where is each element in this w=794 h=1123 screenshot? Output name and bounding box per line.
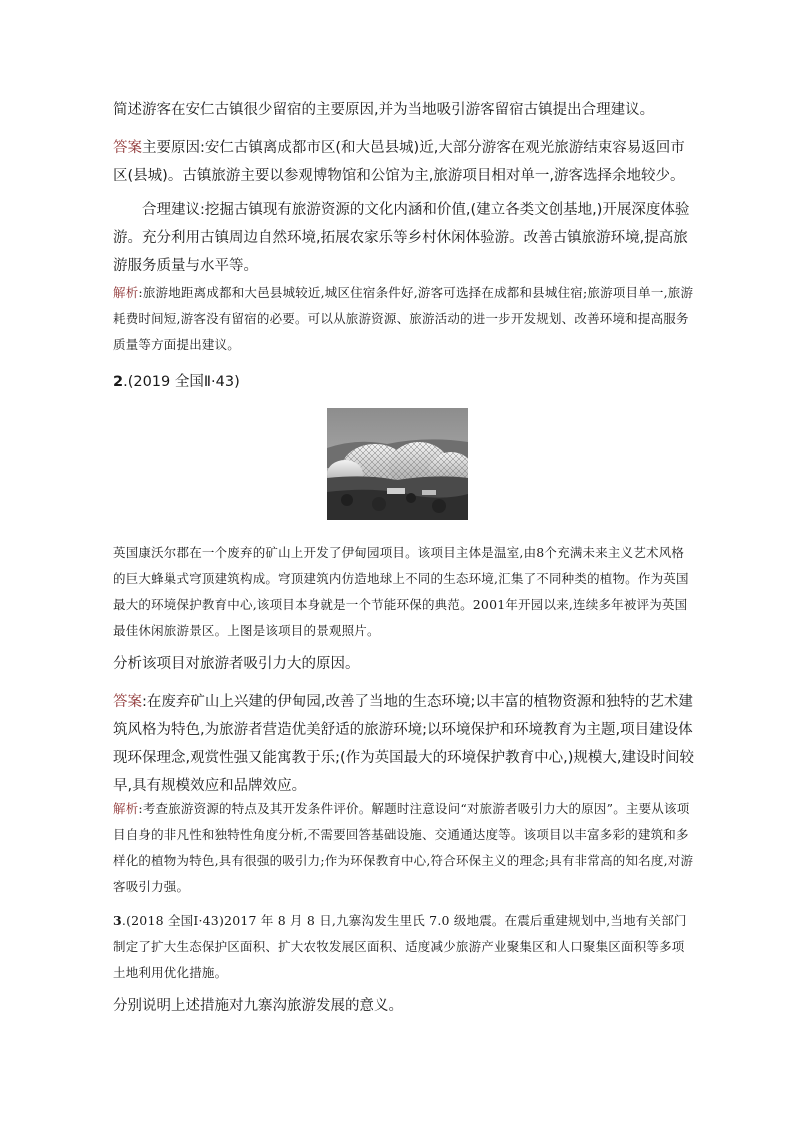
q3-material: .(2018 全国Ⅰ·43)2017 年 8 月 8 日,九寨沟发生里氏 7.0 级地震。在震后重建规划中,当地有关部门制定了扩大生态保护区面积、扩大农牧发展区面积、适度减少旅游产业聚集区和人口聚集区面积等多项土地利用优化措施。 (113, 913, 687, 980)
q1-answer (113, 134, 695, 190)
analysis-tag: 解析 (113, 285, 139, 300)
q3-number: 3 (113, 913, 122, 928)
answer-tag: 答案 (113, 140, 142, 156)
q1-analysis (113, 280, 695, 358)
q1-question: 简述游客在安仁古镇很少留宿的主要原因,并为当地吸引游客留宿古镇提出合理建议。 (113, 102, 655, 118)
q3-heading (113, 908, 695, 986)
q2-heading (113, 368, 695, 396)
q1-analysis-text: :旅游地距离成都和大邑县城较近,城区住宿条件好,游客可选择在成都和县城住宿;旅游项目单一,旅游耗费时间短,游客没有留宿的必要。可以从旅游资源、旅游活动的进一步开发规划、改善环境和提高服务质量等方面提出建议。 (113, 285, 694, 352)
q2-analysis-text: :考查旅游资源的特点及其开发条件评价。解题时注意设问“对旅游者吸引力大的原因”。主要从该项目自身的非凡性和独特性角度分析,不需要回答基础设施、交通通达度等。该项目以丰富多彩的建筑和多样化的植物为特色,具有很强的吸引力;作为环保教育中心,符合环保主义的理念;具有非常高的知名度,对游客吸引力强。 (113, 801, 694, 894)
q1-answer-text-1: 主要原因:安仁古镇离成都市区(和大邑县城)近,大部分游客在观光旅游结束容易返回市区(县城)。古镇旅游主要以参观博物馆和公馆为主,旅游项目相对单一,游客选择余地较少。 (113, 140, 685, 184)
q1-answer-suggestions: 合理建议:挖掘古镇现有旅游资源的文化内涵和价值,(建立各类文创基地,)开展深度体验游。充分利用古镇周边自然环境,拓展农家乐等乡村休闲体验游。改善古镇旅游环境,提高旅游服务质量与水平等。 (113, 202, 690, 274)
q3-question: 分别说明上述措施对九寨沟旅游发展的意义。 (113, 998, 403, 1014)
answer-tag: 答案 (113, 694, 142, 710)
q2-question: 分析该项目对旅游者吸引力大的原因。 (113, 656, 360, 672)
q2-source: .(2019 全国Ⅱ·43) (123, 374, 240, 390)
eden-project-photo (327, 408, 468, 520)
q2-answer-text: :在废弃矿山上兴建的伊甸园,改善了当地的生态环境;以丰富的植物资源和独特的艺术建筑风格为特色,为旅游者营造优美舒适的旅游环境;以环境保护和环境教育为主题,项目建设体现环保理念,观赏性强又能寓教于乐;(作为英国最大的环境保护教育中心,)规模大,建设时间较早,具有规模效应和品牌效应。 (113, 694, 695, 794)
analysis-tag: 解析 (113, 801, 139, 816)
q2-analysis (113, 796, 695, 900)
q2-material: 英国康沃尔郡在一个废弃的矿山上开发了伊甸园项目。该项目主体是温室,由8个充满未来主义艺术风格的巨大蜂巢式穹顶建筑构成。穹顶建筑内仿造地球上不同的生态环境,汇集了不同种类的植物。作为英国最大的环境保护教育中心,该项目本身就是一个节能环保的典范。2001年开园以来,连续多年被评为英国最佳休闲旅游景区。上图是该项目的景观照片。 (113, 545, 689, 638)
eden-project-biomes-photo-icon (327, 408, 468, 520)
q2-number: 2 (113, 374, 124, 390)
q2-answer (113, 688, 695, 800)
